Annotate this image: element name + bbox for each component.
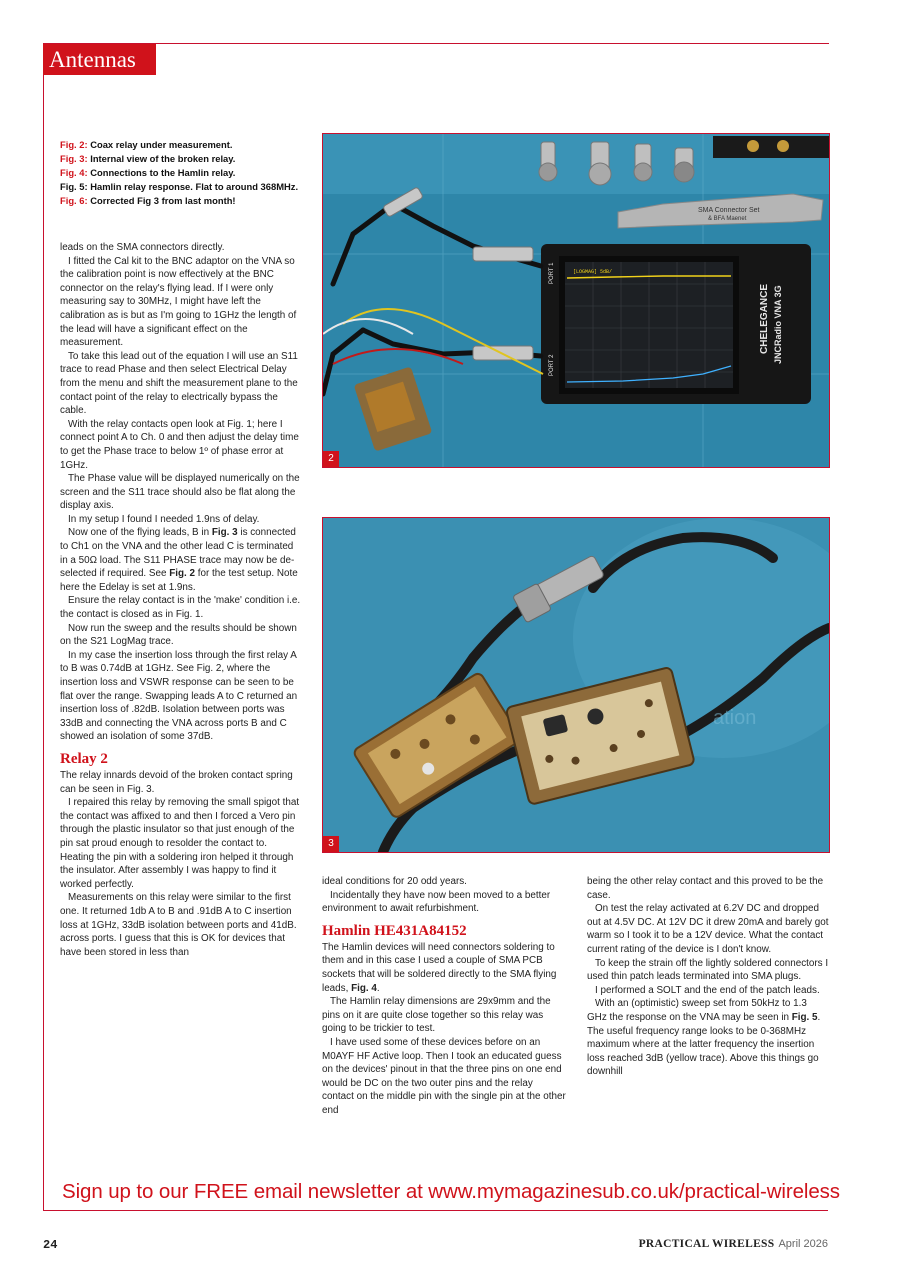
paragraph: I fitted the Cal kit to the BNC adaptor on the VNA so the calibration point is now effectively at the BNC connector on the relay's flying lead. If I were only measuring say to 30MHz, I might have left the calibration as is but as I'm going to 1GHz the length of the lead will have a significant effect on the measurement. [60,255,297,349]
paragraph: The Hamlin relay dimensions are 29x9mm and the pins on it are quite close together so this relay was going to be trickier to test. [322,996,551,1035]
port1-label: PORT 1 [549,262,555,284]
fig-ref: Fig. 3 [211,527,238,539]
paragraph: Now run the sweep and the results should be shown on the S21 LogMag trace. [60,622,297,648]
caption-fig4-text: Connections to the Hamlin relay. [87,167,236,178]
paragraph: In my case the insertion loss through the first relay A to B was 0.74dB at 1GHz. See Fig. 2, where the insertion loss and VSWR response can be seen to be flat over the range. Swapping leads A to C returned an insertion loss of .82dB. Isolation between ports was 33dB and connecting the VNA across ports B and C showed an isolation of some 37dB. [60,649,298,743]
tool-label: SMA Connector Set [698,207,760,214]
caption-fig6-text: Corrected Fig 3 from last month! [87,195,236,206]
broken-relay-illustration [323,518,829,852]
caption-fig6-label: Fig. 6: [60,195,88,206]
device-model-label: JNCRadio VNA 3G [773,285,783,364]
paragraph: In my setup I found I needed 1.9ns of delay. [68,513,260,525]
paragraph: leads on the SMA connectors directly. [60,242,225,253]
figure-2-photo [322,133,830,468]
paragraph: The Phase value will be displayed numerically on the screen and the S11 trace should also be flat along the display axis. [60,473,300,512]
paragraph [322,941,567,995]
svg-text:ation: ation [713,707,757,729]
paragraph: Ensure the relay contact is in the 'make' condition i.e. the contact is closed as in Fig. 1. [60,595,301,621]
paragraph: Measurements on this relay were similar to the first one. It returned 1db A to B and .91dB A to C insertion loss at 1GHz, 33dB isolation between ports and 41dB. across ports. I guess that this is OK for devices that have been stored in less than [60,892,297,958]
newsletter-banner[interactable]: Sign up to our FREE email newsletter at www.mymagazinesub.co.uk/practical-wireless [62,1180,840,1203]
paragraph: On test the relay activated at 6.2V DC and dropped out at 4.5V DC. At 12V DC it drew 20mA and barely got warm so I took it to be a 12V device. What the contact current rating of the device is I don't know. [587,903,829,955]
caption-fig2-text: Coax relay under measurement. [87,139,233,150]
text-run: is connected to Ch1 on the VNA and the other lead C is terminated in a 50Ω load. The S11 PHASE trace may now be de-selected if required. See [60,527,296,580]
paragraph: being the other relay contact and this proved to be the case. [587,876,824,901]
paragraph: I repaired this relay by removing the small spigot that the contact was affixed to and then I forced a Vero pin through the plastic insulator so that just enough of the pin sat proud enough to resolder the contact to. Heating the pin with a soldering iron helped it through the insulator. After assembly I was happy to find it worked perfectly. [60,797,300,890]
paragraph [60,526,303,594]
subheading-relay-2: Relay 2 [60,750,108,767]
caption-fig3-label: Fig. 3: [60,153,88,164]
text-run: . [376,982,380,994]
figure-number-2: 2 [323,451,339,467]
fig-ref: Fig. 2 [169,568,196,580]
article-column-2 [322,875,567,1118]
paragraph: To take this lead out of the equation I will use an S11 trace to read Phase and then select Electrical Delay from the menu and shift the measurement plane to the contact point of the relay to electrically bypass the cable. [60,350,298,417]
caption-fig3-text: Internal view of the broken relay. [87,153,236,164]
caption-fig4-label: Fig. 4: [60,167,88,178]
text-run: With an (optimistic) sweep set from 50kHz to 1.3 GHz the response on the VNA may be seen in [587,998,807,1023]
text-run: The Hamlin devices will need connectors soldering to them and in this case I used a couple of SMA PCB sockets that will be soldered directly to the SMA flying leads, [322,941,557,994]
caption-fig5-text: Fig. 5: Hamlin relay response. Flat to around 368MHz. [60,181,299,192]
header-rule [43,43,829,77]
figure-number-3: 3 [323,836,339,852]
issue-date: April 2026 [778,1238,828,1250]
bottom-rule [43,1210,828,1211]
paragraph: To keep the strain off the lightly soldered connectors I used thin patch leads terminated into SMA plugs. [587,957,829,983]
figure-3-photo [322,517,830,853]
port2-label: PORT 2 [549,354,555,376]
fig-ref: Fig. 4 [351,982,377,994]
fig-ref: Fig. 5 [791,1011,818,1023]
paragraph: I performed a SOLT and the end of the patch leads. [595,984,820,996]
paragraph [587,997,829,1079]
page-number: 24 [43,1238,58,1252]
article-column-3 [587,875,829,1079]
paragraph: With the relay contacts open look at Fig. 1; here I connect point A to Ch. 0 and then adjust the delay time to get the Phase trace to below 1º of phase error at 1GHz. [60,418,299,471]
article-column-1 [60,241,303,959]
svg-text:[LOGMAG] 5dB/: [LOGMAG] 5dB/ [573,269,613,275]
magazine-footer [639,1238,828,1250]
text-run: . The useful frequency range looks to be 0-368MHz maximum where at the latter frequency the insertion loss reached 3dB (yellow trace). Above this things go downhill [587,1011,821,1078]
text-run: Now one of the flying leads, B in [68,527,212,539]
paragraph: The relay innards devoid of the broken contact spring can be seen in Fig. 3. [60,769,293,795]
subheading-hamlin: Hamlin HE431A84152 [322,922,467,939]
figure-captions [60,138,300,208]
caption-fig2-label: Fig. 2: [60,139,88,150]
vna-setup-illustration [323,134,829,467]
text-run: for the test setup. Note here the Edelay is set at 1.9ns. [60,568,298,593]
tool-label-2: & BFA Maenet [708,216,747,222]
section-title: Antennas [43,44,156,75]
magazine-name: PRACTICAL WIRELESS [638,1238,775,1250]
paragraph: ideal conditions for 20 odd years. [322,876,467,887]
left-rule [43,76,44,1211]
device-brand-label: CHELEGANCE [759,283,770,354]
paragraph: I have used some of these devices before on an M0AYF HF Active loop. Then I took an educated guess on the devices' pinout in that the three pins on one end would be DC on the two outer pins and the relay contact on the middle pin with the single pin at the other end [322,1036,566,1116]
paragraph: Incidentally they have now been moved to a better environment to await refurbishment. [322,889,551,915]
